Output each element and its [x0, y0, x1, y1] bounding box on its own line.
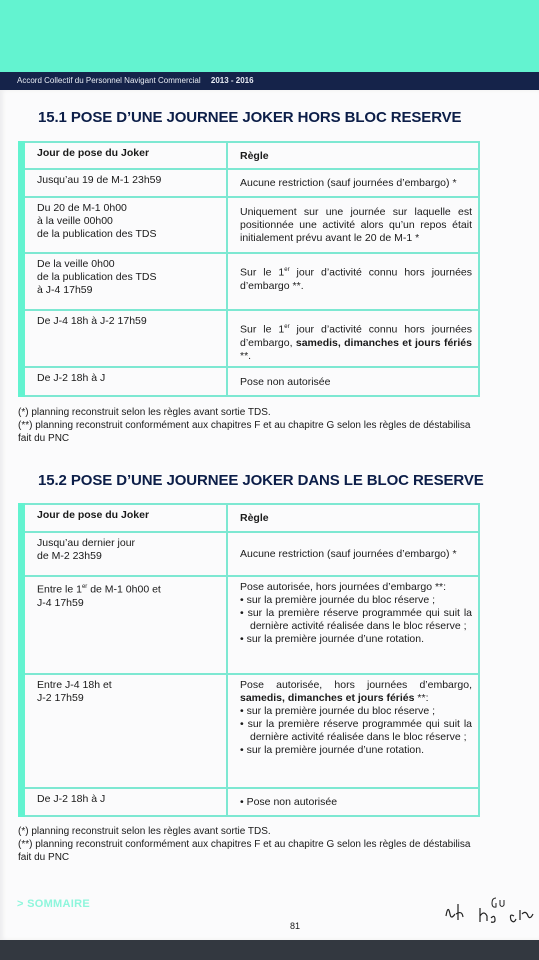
bottom-band	[0, 940, 539, 960]
sommaire-link[interactable]: > SOMMAIRE	[17, 898, 90, 910]
row-rule: Uniquement sur une journée sur laquelle est positionnée une activité alors qu’un repos était initialement prévu avant le 20 de M-1 *	[227, 197, 479, 253]
rule-bullet: • sur la première journée d’une rotation.	[240, 744, 425, 756]
joker-table-bloc-reserve	[18, 503, 480, 817]
header-title: Accord Collectif du Personnel Navigant Commercial	[17, 76, 201, 85]
row-rule: Aucune restriction (sauf journées d’embargo) *	[227, 532, 479, 576]
row-rule	[227, 576, 479, 674]
section-title-15-2: 15.2 POSE D’UNE JOURNEE JOKER DANS LE BLOC RESERVE	[38, 472, 484, 489]
footnote-double-star-cont: fait du PNC	[18, 852, 70, 863]
footnote-double-star: (**) planning reconstruit conformément aux chapitres F et au chapitre G selon les règles de déstabilisa	[18, 839, 471, 850]
col-header-day: Jour de pose du Joker	[22, 142, 228, 169]
row-rule: Pose non autorisée	[227, 367, 479, 396]
table-row	[22, 253, 480, 310]
handwritten-annotation	[440, 892, 539, 928]
row-day: De J-4 18h à J-2 17h59	[22, 310, 228, 367]
footnote-double-star: (**) planning reconstruit conformément aux chapitres F et au chapitre G selon les règles de déstabilisa	[18, 420, 471, 431]
rule-bullet: • sur la première journée du bloc réserve ;	[240, 594, 436, 606]
top-accent-band	[0, 0, 539, 72]
row-rule: • Pose non autorisée	[227, 788, 479, 816]
rule-bullet: • sur la première réserve programmée qui suit la dernière activité réalisée dans le bloc réserve ;	[240, 718, 472, 743]
row-rule: Aucune restriction (sauf journées d’embargo) *	[227, 169, 479, 197]
document-header	[0, 72, 539, 90]
table-header-row	[22, 504, 480, 532]
col-header-day: Jour de pose du Joker	[22, 504, 228, 532]
row-day: Jusqu’au 19 de M-1 23h59	[22, 169, 228, 197]
table-row	[22, 169, 480, 197]
row-day: Du 20 de M-1 0h00 à la veille 00h00 de la publication des TDS	[22, 197, 228, 253]
table-row	[22, 197, 480, 253]
row-day: De J-2 18h à J	[22, 367, 228, 396]
rule-bullet: • sur la première journée d’une rotation.	[240, 633, 425, 645]
table-header-row	[22, 142, 480, 169]
row-day: Entre J-4 18h et J-2 17h59	[22, 674, 228, 788]
table-row	[22, 576, 480, 674]
row-day: De J-2 18h à J	[22, 788, 228, 816]
footnote-double-star-cont: fait du PNC	[18, 433, 70, 444]
col-header-rule: Règle	[227, 504, 479, 532]
rule-intro: Pose autorisée, hors journées d’embargo **:	[240, 581, 447, 593]
section-title-15-1: 15.1 POSE D’UNE JOURNEE JOKER HORS BLOC RESERVE	[38, 109, 462, 126]
row-day: Entre le 1er de M-1 0h00 et J-4 17h59	[22, 576, 228, 674]
row-rule: Pose autorisée, hors journées d’embargo, samedis, dimanches et jours fériés **: • sur la première journée du bloc réserve ; • sur la première réserve programmée qui suit la dernière activité réalisée dans le bloc réserve ; • sur la première journée d’une rotation.	[227, 674, 479, 788]
row-rule: Sur le 1er jour d’activité connu hors journées d’embargo, samedis, dimanches et jours fériés **.	[227, 310, 479, 367]
rule-bold: samedis, dimanches et jours fériés	[240, 692, 415, 704]
table-row	[22, 674, 480, 788]
table-row	[22, 310, 480, 367]
rule-bullet: • sur la première journée du bloc réserve ;	[240, 705, 436, 717]
rule-bullet: • sur la première réserve programmée qui suit la dernière activité réalisée dans le bloc réserve ;	[240, 607, 472, 632]
table-row	[22, 788, 480, 816]
footnote-star: (*) planning reconstruit selon les règles avant sortie TDS.	[18, 826, 271, 837]
joker-table-hors-bloc	[18, 141, 480, 397]
row-day: Jusqu’au dernier jour de M-2 23h59	[22, 532, 228, 576]
table-row	[22, 532, 480, 576]
table-row	[22, 367, 480, 396]
col-header-rule: Règle	[227, 142, 479, 169]
header-years: 2013 - 2016	[210, 76, 254, 85]
row-rule: Sur le 1er jour d’activité connu hors journées d’embargo **.	[227, 253, 479, 310]
footnote-star: (*) planning reconstruit selon les règles avant sortie TDS.	[18, 407, 271, 418]
rule-intro: Pose autorisée, hors journées d’embargo,	[240, 679, 472, 691]
page-number: 81	[290, 921, 301, 931]
row-day: De la veille 0h00 de la publication des TDS à J-4 17h59	[22, 253, 228, 310]
